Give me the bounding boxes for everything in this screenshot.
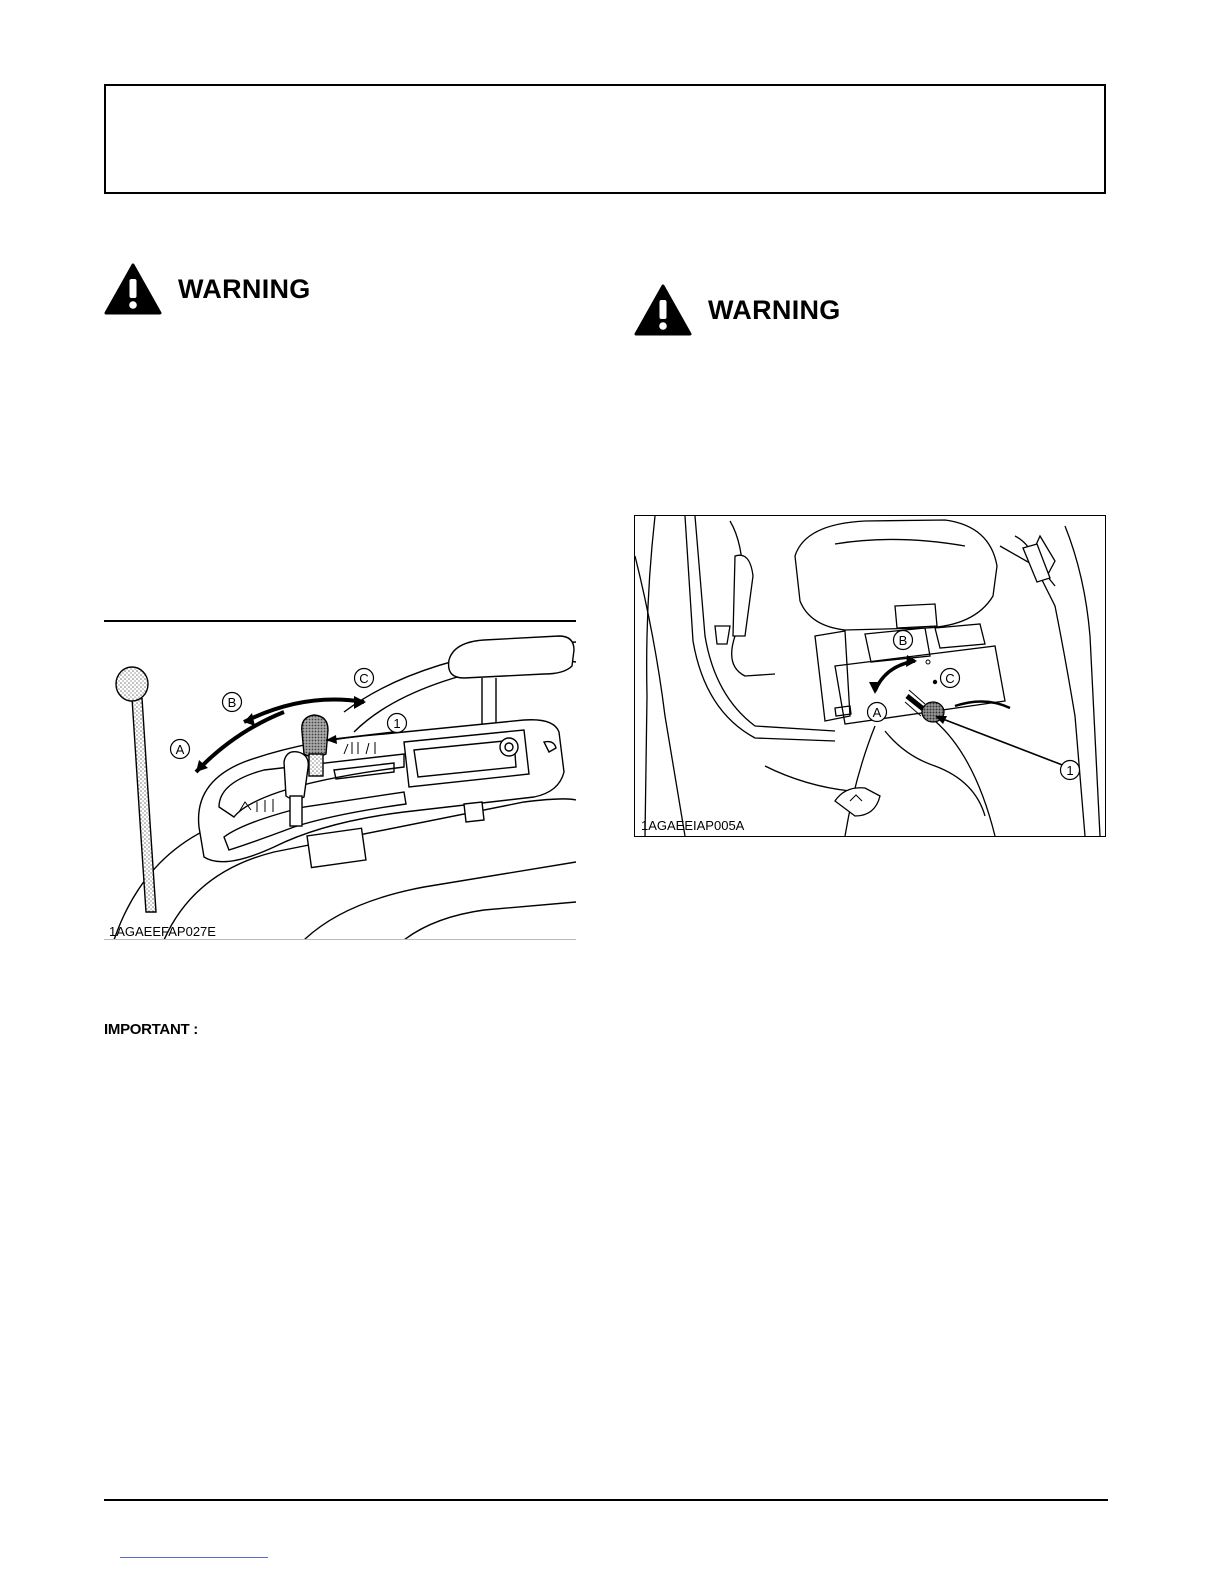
- callout-b: B: [227, 695, 237, 710]
- figure-code: 1AGAEEIAP005A: [641, 818, 745, 833]
- callout-c: C: [945, 671, 955, 686]
- warning-right: [634, 284, 841, 336]
- warning-left: [104, 263, 311, 315]
- shift-lever-illustration: [104, 622, 576, 940]
- footer-link-underline[interactable]: [120, 1557, 268, 1558]
- callout-a: A: [872, 705, 882, 720]
- footer-rule: [104, 1499, 1108, 1501]
- figure-shift-lever: [104, 620, 576, 940]
- callout-a: A: [175, 742, 185, 757]
- callout-b: B: [898, 633, 908, 648]
- important-label: IMPORTANT :: [104, 1021, 198, 1038]
- callout-c: C: [359, 671, 369, 686]
- adjust-knob-illustration: [635, 516, 1105, 836]
- figure-code: 1AGAEEFAP027E: [109, 924, 216, 939]
- warning-icon: [104, 263, 162, 315]
- callout-1: 1: [1066, 763, 1074, 778]
- header-box: [104, 84, 1106, 194]
- figure-adjust-knob: [634, 515, 1106, 837]
- warning-label: WARNING: [178, 273, 311, 304]
- warning-label: WARNING: [708, 294, 841, 325]
- callout-1: 1: [393, 716, 401, 731]
- warning-icon: [634, 284, 692, 336]
